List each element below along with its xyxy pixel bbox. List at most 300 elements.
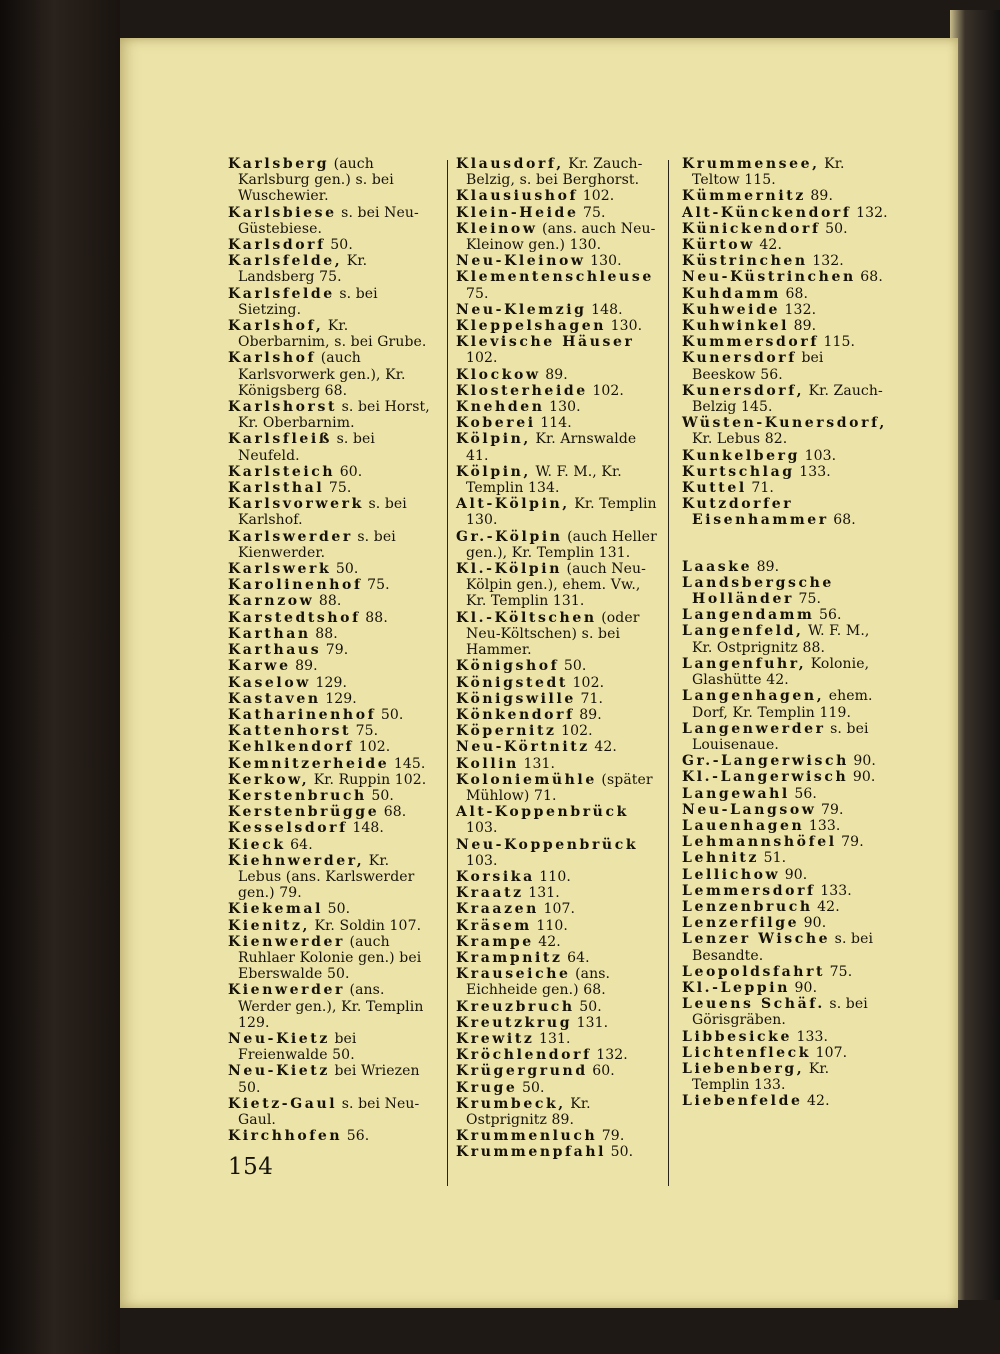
index-entry <box>682 915 888 931</box>
entry-reference: 64. <box>562 949 590 966</box>
entry-headword: Klosterheide <box>456 382 588 399</box>
entry-reference: Kr. Oberbarnim, s. bei Grube. <box>238 318 427 351</box>
entry-headword: Kunersdorf <box>682 350 797 367</box>
entry-reference: s. bei Neu-Gaul. <box>238 1095 420 1128</box>
entry-reference: 133. <box>804 817 841 834</box>
entry-headword: Krummenluch <box>456 1128 598 1145</box>
entry-reference: Kr. Templin 133. <box>692 1060 830 1094</box>
entry-headword: Königshof <box>456 658 560 675</box>
entry-headword: Gr.-Langerwisch <box>682 753 849 770</box>
entry-headword: Lichtenfleck <box>682 1044 812 1061</box>
entry-reference: 90. <box>848 753 876 770</box>
index-entry <box>456 837 662 869</box>
entry-headword: Kunersdorf, <box>682 382 805 399</box>
entry-headword: Kiekemal <box>228 901 324 918</box>
entry-headword: Lehnitz <box>682 850 760 867</box>
entry-reference: Kr. Arnswalde 41. <box>466 431 637 464</box>
index-entry <box>456 1096 662 1128</box>
index-entry <box>228 1063 434 1095</box>
index-entry <box>682 302 888 318</box>
entry-headword: Karlsberg <box>228 156 330 172</box>
entry-reference: 102. <box>587 382 624 399</box>
entry-reference: 133. <box>794 463 831 480</box>
entry-headword: Krewitz <box>456 1030 535 1047</box>
entry-reference: 42. <box>812 898 840 915</box>
entry-reference: s. bei Kienwerder. <box>238 528 396 561</box>
entry-headword: Karolinenhof <box>228 577 363 594</box>
entry-headword: Alt-Künckendorf <box>682 204 852 221</box>
index-entry <box>228 350 434 399</box>
entry-headword: Liebenberg, <box>682 1060 805 1077</box>
index-entry <box>682 237 888 253</box>
entry-headword: Karthaus <box>228 642 322 659</box>
index-entry <box>456 691 662 707</box>
index-entry <box>456 302 662 318</box>
entry-reference: 56. <box>342 1128 370 1145</box>
entry-reference: 56. <box>814 607 842 624</box>
index-entry <box>682 575 888 607</box>
index-entry <box>456 1063 662 1079</box>
index-entry <box>228 853 434 902</box>
entry-reference: 71. <box>746 480 774 497</box>
index-entry <box>456 772 662 804</box>
index-entry <box>228 561 434 577</box>
entry-reference: 79. <box>816 801 844 818</box>
entry-headword: Kehlkendorf <box>228 739 355 756</box>
index-entry <box>682 559 888 575</box>
entry-headword: Kunkelberg <box>682 447 801 464</box>
entry-headword: Klausiushof <box>456 188 579 205</box>
entry-headword: Lenzerfilge <box>682 915 800 932</box>
entry-headword: Krummenpfahl <box>456 1144 607 1161</box>
index-entry <box>228 1128 434 1144</box>
index-entry <box>682 221 888 237</box>
entry-reference: 56. <box>789 785 817 802</box>
entry-headword: Künickendorf <box>682 220 821 237</box>
entry-reference: 131. <box>523 885 560 902</box>
index-entry <box>456 675 662 691</box>
index-entry <box>682 415 888 447</box>
index-entry <box>456 756 662 772</box>
entry-reference: 90. <box>780 866 808 883</box>
entry-reference: 110. <box>534 868 571 885</box>
index-entry <box>682 802 888 818</box>
entry-reference: 130. <box>544 399 581 416</box>
entry-reference: 132. <box>780 301 817 318</box>
entry-reference: 133. <box>815 882 852 899</box>
index-entry <box>456 869 662 885</box>
index-entry <box>682 156 888 188</box>
entry-reference: bei Freienwalde 50. <box>238 1030 357 1064</box>
entry-headword: Alt-Kölpin, <box>456 496 570 513</box>
index-entry <box>682 286 888 302</box>
entry-reference: Kr. Ostprignitz 89. <box>466 1095 591 1128</box>
entry-reference: s. bei Neufeld. <box>238 431 375 464</box>
entry-headword: Karlsfelde, <box>228 253 343 270</box>
index-entry <box>228 707 434 723</box>
entry-reference: 133. <box>791 1028 829 1045</box>
index-entry <box>682 753 888 769</box>
entry-reference: (auch Ruhlaer Kolonie gen.) bei Eberswalde 50. <box>238 933 422 983</box>
index-entry <box>228 788 434 804</box>
column-divider <box>447 160 448 1186</box>
entry-reference: Kr. Templin 130. <box>466 496 657 529</box>
entry-reference: 50. <box>517 1079 545 1096</box>
entry-headword: Neu-Kietz <box>228 1030 330 1047</box>
entry-headword: Lehmannshöfel <box>682 834 837 851</box>
entry-headword: Krügergrund <box>456 1063 588 1080</box>
entry-headword: Karwe <box>228 658 291 675</box>
entry-headword: Krauseiche <box>456 966 571 983</box>
entry-reference: 68. <box>379 804 407 821</box>
entry-reference: 79. <box>836 834 864 851</box>
index-entry <box>228 658 434 674</box>
entry-headword: Krampnitz <box>456 949 563 966</box>
index-entry <box>228 593 434 609</box>
index-entry <box>228 723 434 739</box>
entry-reference: 132. <box>851 204 888 221</box>
entry-reference: 50. <box>376 706 404 723</box>
index-entry <box>682 1093 888 1109</box>
entry-reference: Kr. Zauch-Belzig 145. <box>692 382 883 416</box>
index-entry <box>228 901 434 917</box>
index-entry <box>682 188 888 204</box>
entry-headword: Libbesicke <box>682 1028 792 1045</box>
entry-reference: 50. <box>331 561 359 578</box>
index-entry <box>228 496 434 528</box>
index-entry <box>456 529 662 561</box>
index-entry <box>682 496 888 528</box>
index-entry <box>456 188 662 204</box>
index-entry <box>228 253 434 285</box>
index-entry <box>682 721 888 753</box>
index-entry <box>456 739 662 755</box>
index-entry <box>228 431 434 463</box>
index-entry <box>682 883 888 899</box>
entry-reference: (oder Neu-Költschen) s. bei Hammer. <box>466 609 640 659</box>
index-entry <box>682 448 888 464</box>
entry-headword: Korsika <box>456 868 535 885</box>
entry-reference: W. F. M., Kr. Templin 134. <box>466 463 622 497</box>
entry-headword: Kattenhorst <box>228 723 352 740</box>
entry-headword: Klevische Häuser <box>456 334 635 351</box>
entry-reference: 50. <box>574 998 602 1015</box>
entry-reference: 75. <box>466 285 489 302</box>
entry-reference: Kr. Ruppin 102. <box>309 771 427 788</box>
entry-headword: Kl.-Langerwisch <box>682 769 849 786</box>
entry-headword: Karthan <box>228 625 311 642</box>
index-entry <box>456 966 662 998</box>
entry-reference: 90. <box>799 915 827 932</box>
index-entry <box>456 318 662 334</box>
entry-headword: Kienwerder <box>228 933 345 950</box>
entry-reference: 130. <box>585 253 622 270</box>
entry-headword: Kutzdorfer Eisenhammer <box>682 496 829 529</box>
entry-reference: 103. <box>800 447 837 464</box>
entry-headword: Neu-Langsow <box>682 801 817 818</box>
index-entry <box>456 399 662 415</box>
entry-headword: Klein-Heide <box>456 204 579 221</box>
entry-reference: 50. <box>323 901 351 918</box>
entry-headword: Krumbeck, <box>456 1095 566 1112</box>
entry-headword: Lemmersdorf <box>682 882 816 899</box>
entry-reference: 89. <box>789 318 817 335</box>
entry-headword: Kreuzbruch <box>456 998 575 1015</box>
entry-headword: Klementenschleuse <box>456 269 654 286</box>
entry-reference: 103. <box>466 852 498 869</box>
index-entry <box>228 610 434 626</box>
entry-headword: Leuens Schäf. <box>682 996 825 1013</box>
entry-reference: (ans. Werder gen.), Kr. Templin 129. <box>238 982 424 1031</box>
entry-reference: 88. <box>310 625 338 642</box>
entry-headword: Karlshof <box>228 350 317 367</box>
index-entry <box>228 642 434 658</box>
entry-headword: Kleppelshagen <box>456 318 607 335</box>
index-entry <box>228 205 434 237</box>
index-entry <box>228 934 434 983</box>
entry-reference: 107. <box>811 1044 848 1061</box>
index-column-3 <box>682 156 888 1110</box>
entry-reference: 102. <box>466 350 498 367</box>
index-entry <box>456 1144 662 1160</box>
entry-headword: Lenzenbruch <box>682 898 813 915</box>
entry-headword: Köpernitz <box>456 723 557 740</box>
entry-headword: Küstrinchen <box>682 253 808 270</box>
entry-headword: Langenfuhr, <box>682 655 807 672</box>
entry-headword: Kreutzkrug <box>456 1014 573 1031</box>
entry-headword: Neu-Klemzig <box>456 301 587 318</box>
index-entry <box>682 818 888 834</box>
index-entry <box>228 237 434 253</box>
entry-reference: Kr. Teltow 115. <box>692 156 845 189</box>
index-entry <box>456 610 662 659</box>
entry-reference: 71. <box>575 690 604 707</box>
index-entry <box>682 656 888 688</box>
index-entry <box>228 691 434 707</box>
entry-reference: 75. <box>793 591 822 608</box>
entry-reference: 89. <box>805 188 833 205</box>
entry-headword: Klausdorf, <box>456 156 564 172</box>
entry-reference: 42. <box>754 237 782 254</box>
entry-headword: Karlswerder <box>228 528 353 545</box>
entry-headword: Lauenhagen <box>682 817 805 834</box>
index-entry <box>228 286 434 318</box>
entry-headword: Karnzow <box>228 593 315 610</box>
index-entry <box>456 253 662 269</box>
index-entry <box>456 1128 662 1144</box>
entry-reference: Kolonie, Glashütte 42. <box>692 655 870 689</box>
entry-headword: Kuhwinkel <box>682 318 790 335</box>
entry-headword: Krampe <box>456 933 534 950</box>
entry-headword: Kemnitzerheide <box>228 755 390 772</box>
entry-headword: Katharinenhof <box>228 706 377 723</box>
entry-headword: Klockow <box>456 366 541 383</box>
index-entry <box>228 772 434 788</box>
entry-headword: Kuhweide <box>682 301 780 318</box>
entry-headword: Kl.-Kölpin <box>456 561 562 578</box>
entry-headword: Kirchhofen <box>228 1128 343 1145</box>
entry-reference: 88. <box>360 609 388 626</box>
entry-headword: Neu-Kietz <box>228 1063 330 1080</box>
index-entry <box>228 756 434 772</box>
entry-headword: Neu-Körtnitz <box>456 739 590 756</box>
entry-reference: 132. <box>807 253 844 270</box>
entry-reference: 50. <box>366 787 394 804</box>
index-entry <box>456 415 662 431</box>
entry-headword: Gr.-Kölpin <box>456 528 563 545</box>
index-entry <box>228 577 434 593</box>
entry-reference: (auch Heller gen.), Kr. Templin 131. <box>466 528 657 561</box>
index-entry <box>682 464 888 480</box>
entry-headword: Karlsteich <box>228 463 336 480</box>
entry-reference: 145. <box>389 755 426 772</box>
entry-headword: Koberei <box>456 415 536 432</box>
entry-headword: Leopoldsfahrt <box>682 963 826 980</box>
index-entry <box>682 334 888 350</box>
index-entry <box>456 205 662 221</box>
entry-reference: Kr. Lebus (ans. Karlswerder gen.) 79. <box>238 852 415 902</box>
index-entry <box>456 334 662 366</box>
index-entry <box>682 996 888 1028</box>
entry-headword: Kraatz <box>456 885 524 902</box>
entry-reference: Kr. Lebus 82. <box>692 431 788 448</box>
entry-headword: Kerstenbrügge <box>228 804 380 821</box>
entry-headword: Königstedt <box>456 674 568 691</box>
entry-headword: Liebenfelde <box>682 1093 803 1110</box>
entry-reference: 90. <box>848 769 876 786</box>
entry-headword: Karlsvorwerk <box>228 496 364 513</box>
index-entry <box>456 496 662 528</box>
entry-reference: 102. <box>568 674 605 691</box>
entry-reference: 50. <box>559 658 587 675</box>
entry-reference: 75. <box>362 577 390 594</box>
index-entry <box>228 480 434 496</box>
entry-headword: Lellichow <box>682 866 781 883</box>
entry-headword: Alt-Koppenbrück <box>456 804 629 821</box>
index-entry <box>456 918 662 934</box>
index-entry <box>682 834 888 850</box>
index-entry <box>456 901 662 917</box>
entry-headword: Langendamm <box>682 607 815 624</box>
entry-headword: Langewahl <box>682 785 790 802</box>
entry-reference: Kr. Zauch-Belzig, s. bei Berghorst. <box>466 156 643 189</box>
entry-headword: Karlswerk <box>228 561 332 578</box>
entry-reference: 102. <box>556 723 593 740</box>
entry-headword: Knehden <box>456 399 545 416</box>
entry-reference: 51. <box>759 850 787 867</box>
entry-headword: Königswille <box>456 690 576 707</box>
entry-reference: 131. <box>534 1030 571 1047</box>
entry-headword: Karlsbiese <box>228 204 337 221</box>
entry-headword: Kaselow <box>228 674 311 691</box>
entry-headword: Kietz-Gaul <box>228 1095 338 1112</box>
entry-headword: Langenfeld, <box>682 623 804 640</box>
entry-reference: 50. <box>606 1144 634 1161</box>
entry-headword: Kesselsdorf <box>228 820 348 837</box>
entry-headword: Kuttel <box>682 480 747 497</box>
entry-headword: Kl.-Leppin <box>682 979 790 996</box>
entry-headword: Neu-Küstrinchen <box>682 269 856 286</box>
entry-headword: Kastaven <box>228 690 321 707</box>
index-entry <box>456 723 662 739</box>
entry-reference: 79. <box>321 642 349 659</box>
entry-reference: 107. <box>538 901 576 918</box>
entry-reference: 64. <box>285 836 313 853</box>
index-entry <box>228 739 434 755</box>
index-entry <box>228 318 434 350</box>
index-entry <box>456 1047 662 1063</box>
entry-headword: Könkendorf <box>456 706 575 723</box>
entry-reference: 148. <box>586 301 623 318</box>
entry-headword: Krummensee, <box>682 156 820 172</box>
entry-headword: Kölpin, <box>456 431 531 448</box>
index-entry <box>228 918 434 934</box>
entry-reference: s. bei Neu-Güstebiese. <box>238 204 419 237</box>
entry-reference: 50. <box>325 237 353 254</box>
page-number: 154 <box>228 1154 274 1180</box>
entry-headword: Kerkow, <box>228 771 310 788</box>
entry-reference: 88. <box>314 593 342 610</box>
index-entry <box>682 980 888 996</box>
entry-reference: Kr. Soldin 107. <box>309 917 422 934</box>
index-column-1 <box>228 156 434 1144</box>
index-entry <box>456 269 662 301</box>
index-entry <box>456 221 662 253</box>
book-cover-edge <box>0 0 120 1354</box>
index-entry <box>682 1045 888 1061</box>
entry-headword: Koloniemühle <box>456 771 597 788</box>
index-entry <box>682 786 888 802</box>
index-entry <box>456 431 662 463</box>
entry-headword: Landsbergsche Holländer <box>682 574 834 608</box>
entry-reference: 110. <box>531 917 568 934</box>
entry-reference: 75. <box>825 963 853 980</box>
entry-reference: s. bei Sietzing. <box>238 285 378 318</box>
entry-headword: Kölpin, <box>456 463 531 480</box>
entry-reference: 103. <box>466 820 498 837</box>
entry-headword: Kürtow <box>682 237 755 254</box>
entry-reference: 132. <box>591 1047 628 1064</box>
index-entry <box>682 688 888 720</box>
index-entry <box>682 931 888 963</box>
index-entry <box>456 156 662 188</box>
index-entry <box>228 399 434 431</box>
entry-reference: 114. <box>535 415 572 432</box>
index-entry <box>682 607 888 623</box>
index-entry <box>228 156 434 205</box>
index-page <box>120 38 958 1308</box>
entry-headword: Lenzer Wische <box>682 931 831 948</box>
entry-headword: Kraazen <box>456 901 539 918</box>
index-entry <box>456 561 662 610</box>
index-entry <box>682 350 888 382</box>
entry-reference: 68. <box>828 512 856 529</box>
entry-reference: 75. <box>351 723 379 740</box>
entry-reference: ehem. Dorf, Kr. Templin 119. <box>692 688 873 721</box>
entry-headword: Karlsthal <box>228 480 325 497</box>
entry-reference: 102. <box>578 188 615 205</box>
entry-reference: 42. <box>802 1093 830 1110</box>
index-entry <box>228 804 434 820</box>
entry-reference: 42. <box>589 739 617 756</box>
entry-reference: 130. <box>606 318 643 335</box>
index-entry <box>456 464 662 496</box>
index-entry <box>228 820 434 836</box>
entry-reference: 60. <box>587 1063 615 1080</box>
index-entry <box>456 804 662 836</box>
entry-headword: Karlshorst <box>228 399 338 416</box>
entry-reference: (ans. Eichheide gen.) 68. <box>466 966 611 999</box>
